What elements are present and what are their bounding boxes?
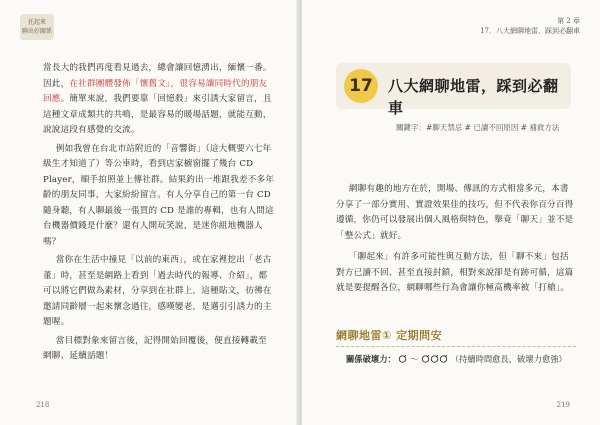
paragraph: 「聊起來」有許多可能性與互動方法，但「聊不來」包括對方已讀不回、甚至直接封鎖，相對來說卻是有跡可循，這篇就是要提醒各位，網聊哪些行為會讓你極高機率被「打槍」。 [336, 252, 574, 293]
paragraph: 當你在生活中撞見「以前的東西」，或在家裡挖出「老古董」時，甚至是網路上看到「過去時代的報導、介紹」，都可以將它們做為素材，分享到在社群上，這種貼文，彷彿在邀請同齡層一起來懷念過往，感嘆變老，是邁引引誘力的主題喔。 [43, 255, 272, 327]
left-page-number: 218 [36, 401, 50, 409]
bomb-icon [421, 354, 430, 363]
chapter-heading-box [336, 63, 571, 117]
book-title-line1: 托起來 [27, 19, 46, 26]
paragraph: 當目標對象來留言後，記得開始回覆後，便直接轉載至網聊、延續話題！ [43, 335, 267, 361]
running-header-title: 17．八大網聊地雷，踩到必翻車 [480, 27, 580, 35]
section-heading [336, 324, 576, 347]
chapter-label: 第 2 章 [557, 17, 580, 25]
rating-note: （持續時間愈長，破壞力愈強） [450, 354, 567, 364]
section-title: 網聊地雷① 定期問安 [336, 329, 443, 342]
chapter-title: 八大網聊地雷，踩到必翻車 [388, 77, 559, 117]
bomb-icon [398, 354, 407, 363]
highlighted-text: 在社群團體發佈「懷舊文」，很容易讓同時代的朋友回應 [43, 78, 268, 104]
right-body-text [336, 182, 576, 303]
left-body-text [43, 61, 275, 368]
relationship-damage-rating [346, 352, 572, 367]
book-title-line2: 聊出好關係 [21, 28, 52, 35]
running-header [480, 16, 580, 36]
book-title-tab [20, 14, 54, 40]
left-page [0, 0, 298, 425]
rating-separator: ～ [410, 354, 419, 364]
right-page-number: 219 [556, 401, 570, 409]
paragraph: 網聊有趣的地方在於，開場、傳訊的方式相當多元，本書分享了一部分實用、實證效果佳的技巧，但不代表你百分百得遵循，你仍可以發展出個人風格與特色，舉竟「聊天」並不是「整公式」就好。 [336, 184, 574, 241]
bomb-icon [439, 354, 448, 363]
chapter-number-badge: 17 [344, 69, 378, 103]
paragraph: 當長大的我們再度看見過去，總會讓回憶湧出，緬懷一番。因此，在社群團體發佈「懷舊文」，很容易讓同時代的朋友回應。簡單來說，我們要靠「回憶殺」來引誘大家留言，且這種文章成類共的共鳴，是最容易的暖場話題，就能互動，說說這段有感覺的交流。 [43, 63, 272, 135]
bomb-icon [430, 354, 439, 363]
keywords-line: 關鍵字：#聊天禁忌 # 已讀不回原因 # 補救方法 [396, 123, 560, 132]
paragraph: 例如我曾在台北市站附近的「音響街」（這大概要六七年級生才知道了）等公車時，看到店家櫥窗擺了幾台 CD Player，順手拍照並上傳社群。結果釣出一堆跟我差不多年齡的朋友同事，大家紛紛留言。有人分享自己的第一台 CD 隨身聽，有人聊最後一張買的 CD 是誰的專輯，也有人問這台機器價錢是什麼？還有人開玩笑說，是迷你組地機器人嗎？ [43, 143, 275, 247]
rating-label: 關係破壞力： [346, 354, 396, 364]
